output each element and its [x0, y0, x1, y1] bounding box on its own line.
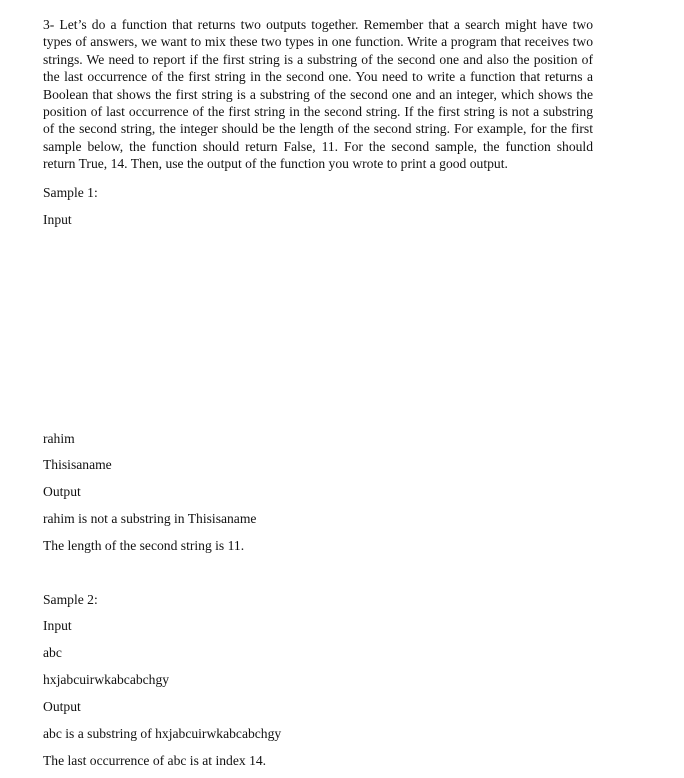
sample2-input-line-2: hxjabcuirwkabcabchgy	[43, 672, 170, 687]
sample2-output-line-2: The last occurrence of abc is at index 14.	[43, 753, 267, 768]
sample1-input-line-2: Thisisaname	[43, 457, 112, 472]
sample2-input-line-1: abc	[43, 645, 62, 660]
sample2-heading: Sample 2:	[43, 592, 98, 607]
sample2-input-label: Input	[43, 618, 72, 633]
sample1-output-line-2: The length of the second string is 11.	[43, 538, 245, 553]
sample2-output-line-1: abc is a substring of hxjabcuirwkabcabchgy	[43, 726, 282, 741]
sample1-output-label: Output	[43, 484, 81, 499]
sample1-output-line-1: rahim is not a substring in Thisisaname	[43, 511, 257, 526]
problem-description: 3- Let’s do a function that returns two outputs together. Remember that a search might have two types of answers, we want to mix these two types in one function. Write a program that receives two strings. We need to report if the first string is a substring of the second one and also the position of the last occurrence of the first string in the second one. You need to write a function that returns a Boolean that shows the first string is a substring of the second one and an integer, which shows the position of last occurrence of the first string in the second string. If the first string is not a substring of the second string, the integer should be the length of the second string. For example, for the first sample below, the function should return False, 11. For the second sample, the function should return True, 14. Then, use the output of the function you wrote to print a good output.	[43, 17, 593, 172]
sample1-input-line-1: rahim	[43, 431, 75, 446]
sample1-input-label: Input	[43, 212, 72, 227]
sample2-output-label: Output	[43, 699, 81, 714]
sample1-heading: Sample 1:	[43, 185, 98, 200]
